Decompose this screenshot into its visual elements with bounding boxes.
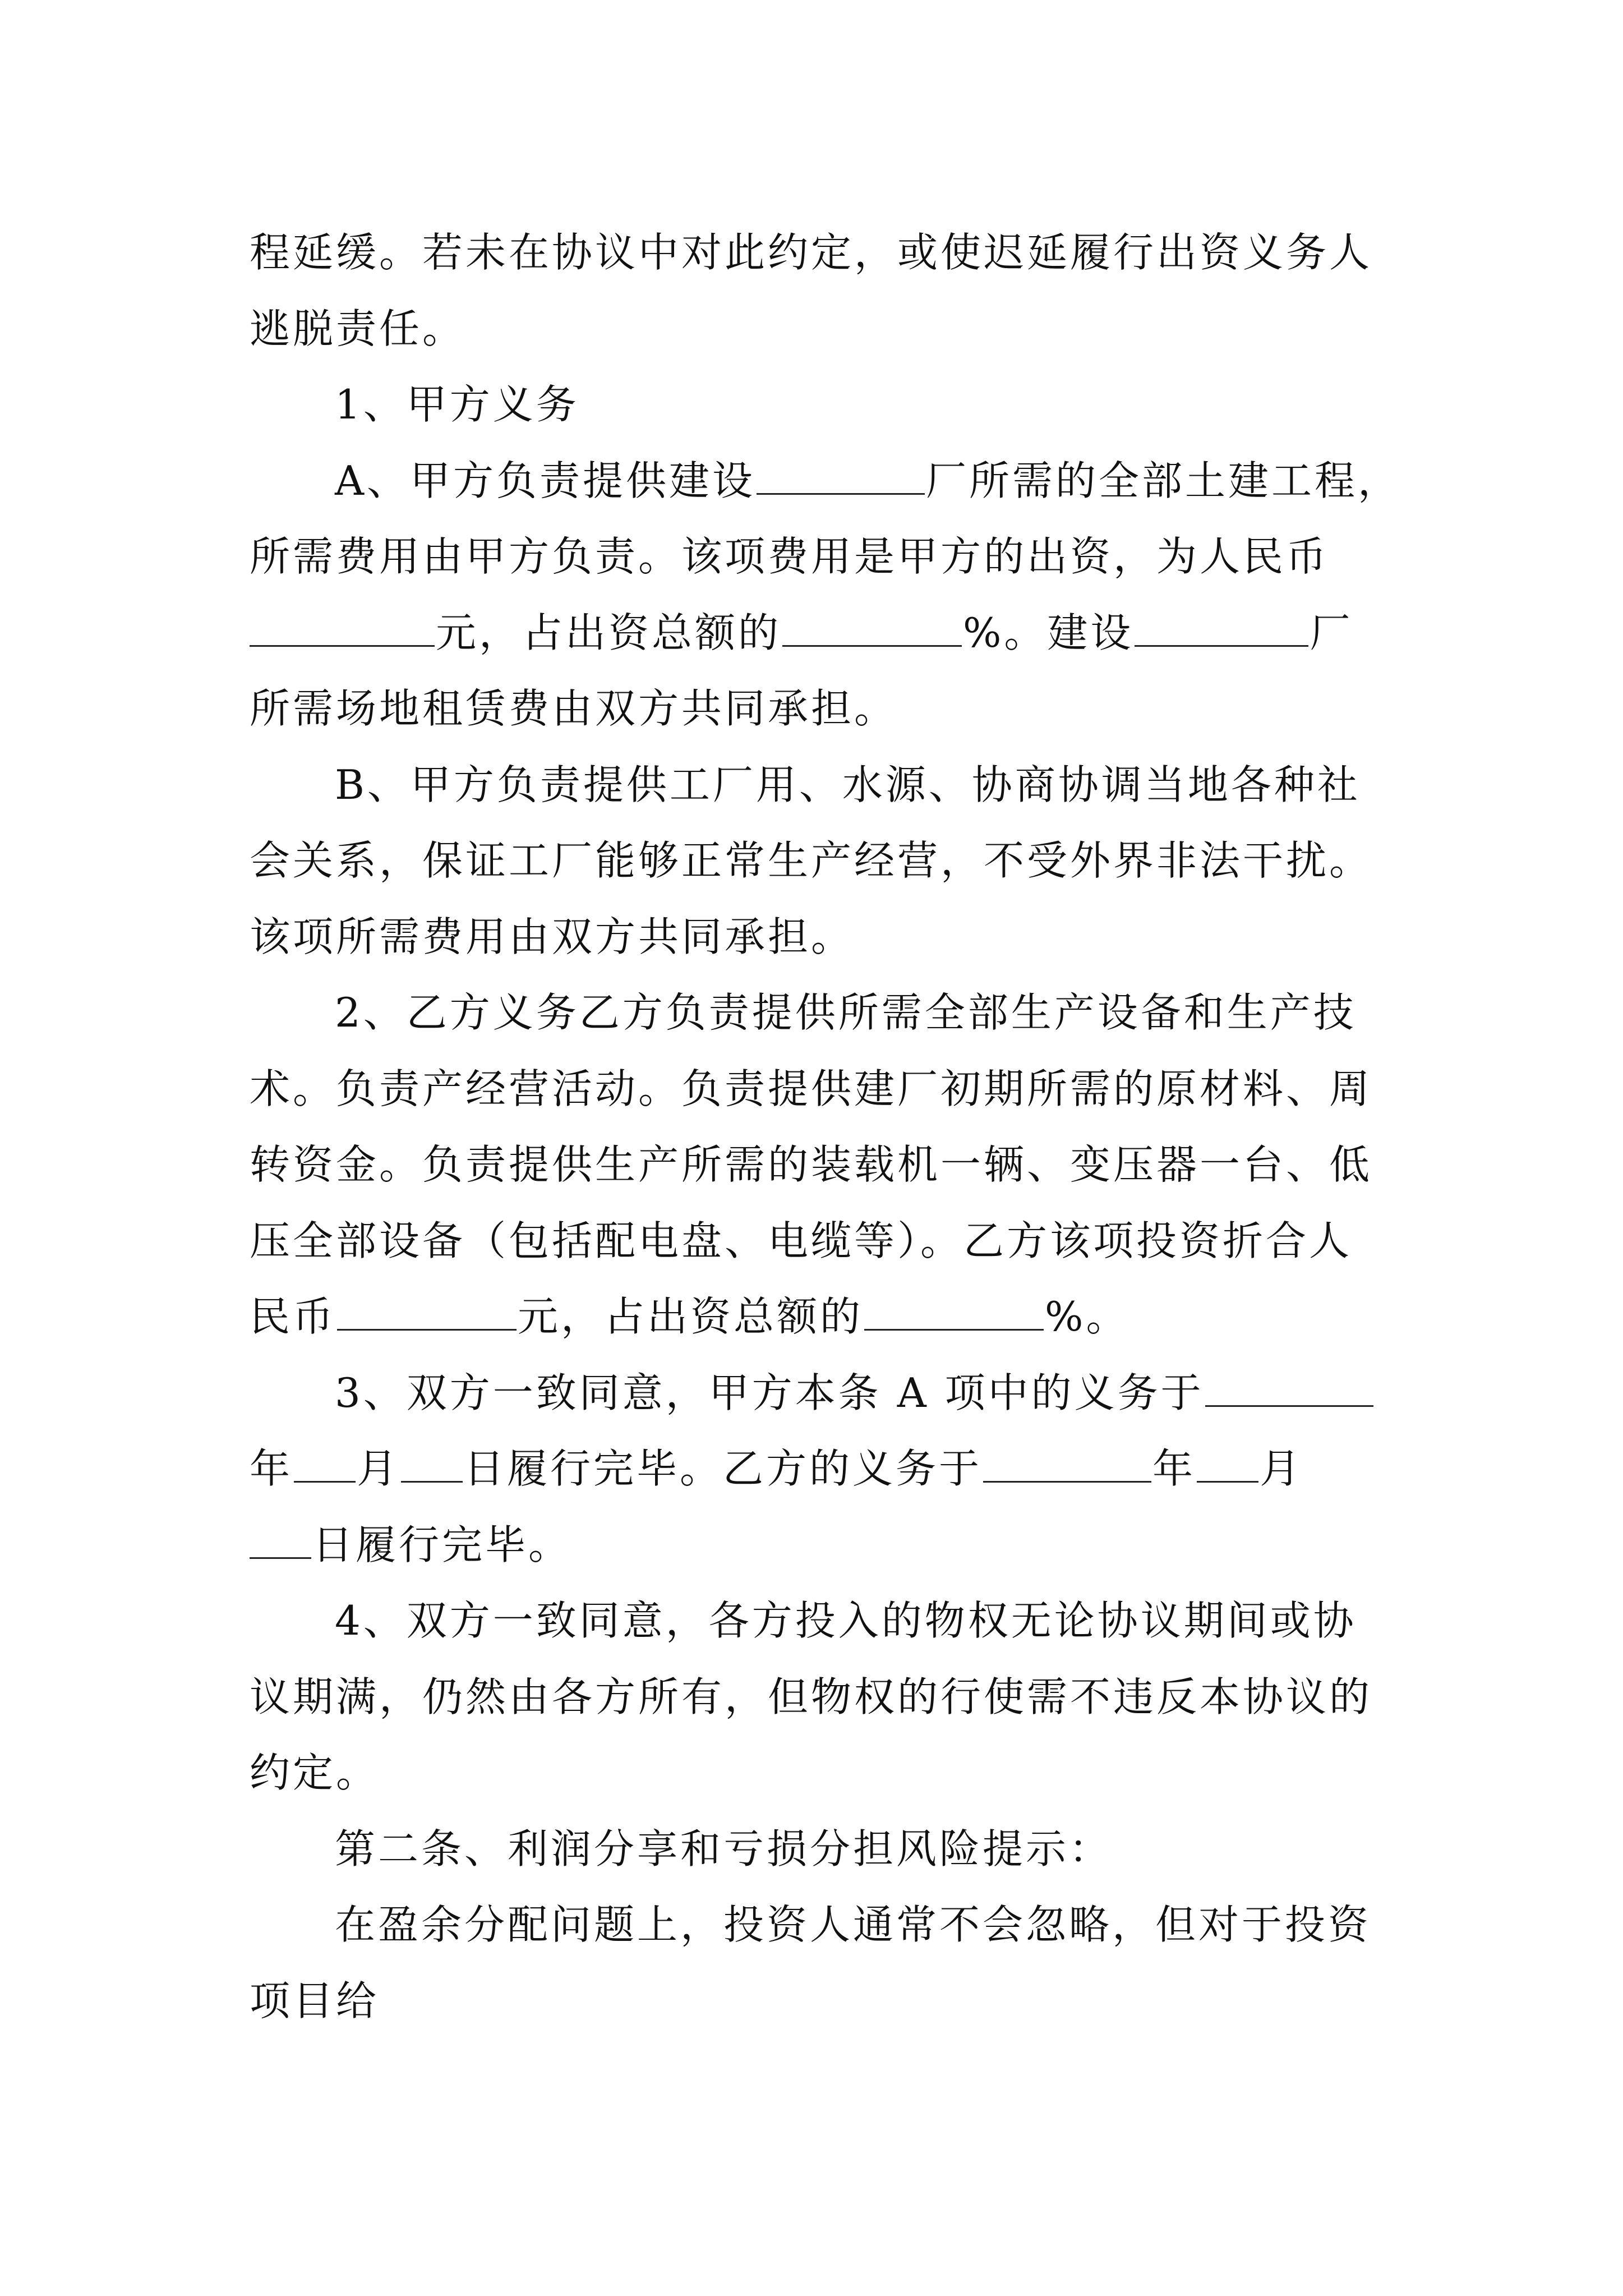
paragraph-party-a-heading bbox=[250, 367, 1394, 443]
fill-in-blank bbox=[294, 1450, 356, 1483]
fill-in-blank bbox=[983, 1450, 1151, 1483]
text-segment: 月 bbox=[1260, 1445, 1303, 1492]
fill-in-blank bbox=[1205, 1374, 1373, 1407]
text-segment: %。 bbox=[1045, 1293, 1129, 1340]
text-segment: 月 bbox=[357, 1445, 400, 1492]
text-line bbox=[250, 595, 1394, 671]
fill-in-blank bbox=[1135, 614, 1308, 647]
section-heading: 1、甲方义务 bbox=[335, 381, 579, 428]
text-segment: 年 bbox=[250, 1445, 293, 1492]
text-line bbox=[250, 1431, 1394, 1507]
text-line: 所需场地租赁费由双方共同承担。 bbox=[250, 685, 898, 732]
text-line bbox=[250, 1507, 1394, 1584]
paragraph-party-a-item-b bbox=[250, 747, 1394, 976]
text-line: 转资金。负责提供生产所需的装载机一辆、变压器一台、低 bbox=[250, 1141, 1373, 1188]
text-segment: 元，占出资总额的 bbox=[436, 609, 782, 656]
fill-in-blank bbox=[864, 1297, 1044, 1331]
fill-in-blank bbox=[782, 614, 962, 647]
text-line bbox=[250, 1355, 1394, 1432]
text-line: 压全部设备（包括配电盘、电缆等）。乙方该项投资折合人 bbox=[250, 1217, 1353, 1264]
text-line: B、甲方负责提供工厂用、水源、协商协调当地各种社 bbox=[335, 761, 1361, 808]
fill-in-blank bbox=[250, 1526, 311, 1559]
paragraph-party-a-item-a bbox=[250, 443, 1401, 747]
text-line: 所需费用由甲方负责。该项费用是甲方的出资，为人民币 bbox=[250, 533, 1330, 580]
text-line: 约定。 bbox=[250, 1749, 380, 1796]
paragraph-property-rights bbox=[250, 1583, 1394, 1811]
text-line bbox=[250, 443, 1401, 519]
paragraph-delay-clause bbox=[250, 215, 1394, 367]
text-segment: 厂 bbox=[1310, 609, 1353, 656]
text-line: 会关系，保证工厂能够正常生产经营，不受外界非法干扰。 bbox=[250, 837, 1373, 884]
text-line: 术。负责产经营活动。负责提供建厂初期所需的原材料、周 bbox=[250, 1065, 1373, 1112]
text-segment: A、甲方负责提供建设 bbox=[335, 457, 755, 504]
text-line: 议期满，仍然由各方所有，但物权的行使需不违反本协议的 bbox=[250, 1673, 1373, 1720]
text-segment: 民币 bbox=[250, 1293, 336, 1340]
paragraph-deadlines bbox=[250, 1355, 1394, 1584]
text-segment: 日履行完毕。 bbox=[312, 1521, 572, 1568]
text-segment: 元，占出资总额的 bbox=[518, 1293, 864, 1340]
text-line: 逃脱责任。 bbox=[250, 305, 466, 352]
text-line: 在盈余分配问题上，投资人通常不会忽略，但对于投资 bbox=[335, 1901, 1372, 1948]
document-page bbox=[250, 215, 1401, 2039]
text-segment: 年 bbox=[1152, 1445, 1196, 1492]
text-segment: 厂所需的全部土建工程， bbox=[926, 457, 1401, 504]
fill-in-blank bbox=[250, 614, 435, 647]
text-line: 项目给 bbox=[250, 1977, 380, 2024]
fill-in-blank bbox=[1197, 1450, 1258, 1483]
paragraph-party-b-obligations bbox=[250, 975, 1394, 1355]
section-heading: 第二条、利润分享和亏损分担风险提示： bbox=[335, 1825, 1113, 1872]
text-line: 2、乙方义务乙方负责提供所需全部生产设备和生产技 bbox=[335, 989, 1357, 1036]
paragraph-profit-distribution bbox=[250, 1887, 1394, 2039]
paragraph-article-two-heading bbox=[250, 1811, 1394, 1888]
fill-in-blank bbox=[337, 1297, 517, 1331]
text-line: 程延缓。若未在协议中对此约定，或使迟延履行出资义务人 bbox=[250, 229, 1373, 276]
text-segment: 日履行完毕。乙方的义务于 bbox=[464, 1445, 983, 1492]
text-line: 4、双方一致同意，各方投入的物权无论协议期间或协 bbox=[335, 1597, 1357, 1644]
fill-in-blank bbox=[401, 1450, 463, 1483]
fill-in-blank bbox=[757, 462, 925, 495]
text-segment: 3、双方一致同意，甲方本条 A 项中的义务于 bbox=[335, 1369, 1204, 1416]
text-segment: %。建设 bbox=[963, 609, 1134, 656]
text-line: 该项所需费用由双方共同承担。 bbox=[250, 913, 855, 960]
text-line bbox=[250, 1279, 1394, 1355]
